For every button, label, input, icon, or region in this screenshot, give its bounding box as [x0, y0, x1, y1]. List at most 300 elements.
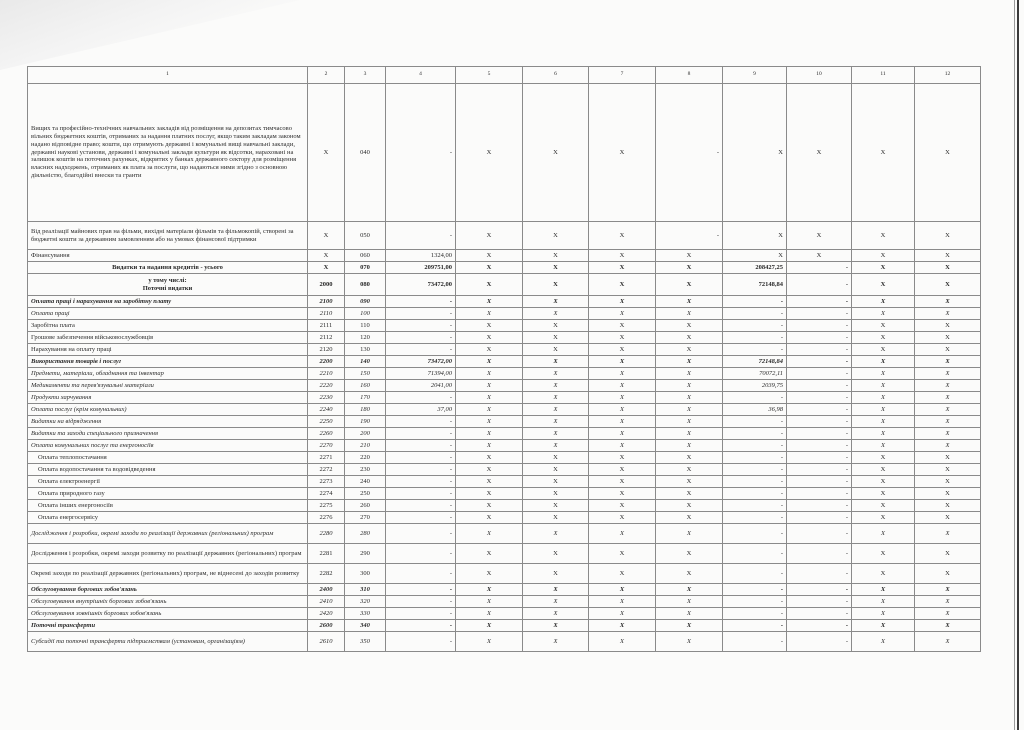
row-code-cell: 280 — [345, 524, 386, 544]
value-cell: Х — [589, 84, 656, 222]
row-code-cell: 140 — [345, 356, 386, 368]
kekv-code-cell: 2000 — [308, 274, 345, 296]
table-row — [28, 608, 981, 620]
row-name: Видатки на відрядження — [28, 416, 308, 428]
value-cell: Х — [656, 356, 723, 368]
value-cell: Х — [915, 404, 981, 416]
row-name: Оплата інших енергоносіїв — [28, 500, 308, 512]
value-cell: - — [787, 620, 852, 632]
value-cell: - — [787, 440, 852, 452]
value-cell: Х — [589, 544, 656, 564]
kekv-code-cell: 2120 — [308, 344, 345, 356]
value-cell: Х — [787, 84, 852, 222]
value-cell: Х — [915, 332, 981, 344]
plan-amount-cell: - — [386, 584, 456, 596]
financial-report-table-sheet — [27, 66, 980, 652]
row-name: Оплата теплопостачання — [28, 452, 308, 464]
value-cell: Х — [852, 262, 915, 274]
executed-amount-cell: - — [723, 584, 787, 596]
kekv-code-cell: 2280 — [308, 524, 345, 544]
table-row — [28, 476, 981, 488]
value-cell: Х — [589, 564, 656, 584]
value-cell: Х — [915, 392, 981, 404]
value-cell: - — [787, 428, 852, 440]
value-cell: Х — [589, 392, 656, 404]
value-cell: Х — [852, 222, 915, 250]
value-cell: Х — [589, 500, 656, 512]
value-cell: Х — [456, 440, 523, 452]
value-cell: Х — [852, 620, 915, 632]
executed-amount-cell: - — [723, 596, 787, 608]
executed-amount-cell: 70072,11 — [723, 368, 787, 380]
value-cell: Х — [915, 440, 981, 452]
value-cell: Х — [589, 274, 656, 296]
executed-amount-cell: - — [723, 564, 787, 584]
value-cell: Х — [589, 620, 656, 632]
row-name: Фінансування — [28, 250, 308, 262]
value-cell: Х — [589, 222, 656, 250]
value-cell: Х — [456, 544, 523, 564]
column-number-1: 1 — [28, 67, 308, 84]
plan-amount-cell: 37,00 — [386, 404, 456, 416]
executed-amount-cell: Х — [723, 84, 787, 222]
value-cell: Х — [589, 452, 656, 464]
row-code-cell: 270 — [345, 512, 386, 524]
value-cell: Х — [852, 564, 915, 584]
value-cell: - — [656, 84, 723, 222]
value-cell: Х — [915, 428, 981, 440]
row-name: Продукти харчування — [28, 392, 308, 404]
kekv-code-cell: 2273 — [308, 476, 345, 488]
value-cell: Х — [656, 476, 723, 488]
value-cell: Х — [523, 584, 589, 596]
page-edge-line — [1017, 0, 1019, 730]
value-cell: - — [787, 296, 852, 308]
row-code-cell: 060 — [345, 250, 386, 262]
executed-amount-cell: - — [723, 512, 787, 524]
value-cell: - — [787, 608, 852, 620]
value-cell: Х — [589, 380, 656, 392]
plan-amount-cell: - — [386, 464, 456, 476]
value-cell: Х — [589, 296, 656, 308]
kekv-code-cell: 2610 — [308, 632, 345, 652]
value-cell: Х — [656, 262, 723, 274]
column-number-9: 9 — [723, 67, 787, 84]
value-cell: Х — [852, 320, 915, 332]
value-cell: Х — [523, 416, 589, 428]
executed-amount-cell: - — [723, 488, 787, 500]
column-number-2: 2 — [308, 67, 345, 84]
value-cell: Х — [523, 608, 589, 620]
executed-amount-cell: - — [723, 544, 787, 564]
kekv-code-cell: 2220 — [308, 380, 345, 392]
value-cell: Х — [589, 596, 656, 608]
value-cell: Х — [852, 368, 915, 380]
executed-amount-cell: - — [723, 296, 787, 308]
row-code-cell: 080 — [345, 274, 386, 296]
value-cell: - — [787, 452, 852, 464]
executed-amount-cell: - — [723, 632, 787, 652]
row-name: Предмети, матеріали, обладнання та інвентар — [28, 368, 308, 380]
row-code-cell: 090 — [345, 296, 386, 308]
value-cell: - — [787, 380, 852, 392]
value-cell: Х — [456, 320, 523, 332]
value-cell: Х — [456, 356, 523, 368]
value-cell: Х — [852, 452, 915, 464]
column-number-3: 3 — [345, 67, 386, 84]
table-row — [28, 440, 981, 452]
plan-amount-cell: - — [386, 608, 456, 620]
plan-amount-cell: - — [386, 320, 456, 332]
plan-amount-cell: - — [386, 332, 456, 344]
value-cell: Х — [852, 274, 915, 296]
row-code-cell: 220 — [345, 452, 386, 464]
value-cell: Х — [852, 596, 915, 608]
value-cell: Х — [915, 476, 981, 488]
column-number-6: 6 — [523, 67, 589, 84]
row-name: Видатки та надання кредитів - усього — [28, 262, 308, 274]
value-cell: Х — [523, 84, 589, 222]
value-cell: Х — [523, 544, 589, 564]
executed-amount-cell: - — [723, 332, 787, 344]
row-name: Оплата енергосервісу — [28, 512, 308, 524]
value-cell: Х — [523, 344, 589, 356]
value-cell: Х — [656, 296, 723, 308]
value-cell: Х — [787, 250, 852, 262]
executed-amount-cell: - — [723, 440, 787, 452]
faded-footer — [30, 668, 980, 680]
value-cell: Х — [523, 564, 589, 584]
plan-amount-cell: - — [386, 620, 456, 632]
row-name: у тому числі: Поточні видатки — [28, 274, 308, 296]
value-cell: Х — [456, 452, 523, 464]
value-cell: Х — [456, 380, 523, 392]
kekv-code-cell: 2112 — [308, 332, 345, 344]
row-code-cell: 050 — [345, 222, 386, 250]
value-cell: Х — [456, 500, 523, 512]
plan-amount-cell: 73472,00 — [386, 356, 456, 368]
plan-amount-cell: 209751,00 — [386, 262, 456, 274]
row-name: Оплата електроенергії — [28, 476, 308, 488]
value-cell: - — [787, 416, 852, 428]
value-cell: Х — [656, 524, 723, 544]
value-cell: Х — [915, 274, 981, 296]
executed-amount-cell: - — [723, 416, 787, 428]
value-cell: Х — [589, 332, 656, 344]
value-cell: Х — [456, 296, 523, 308]
plan-amount-cell: - — [386, 596, 456, 608]
table-row — [28, 500, 981, 512]
value-cell: Х — [589, 632, 656, 652]
value-cell: Х — [589, 320, 656, 332]
executed-amount-cell: 2039,75 — [723, 380, 787, 392]
table-row — [28, 544, 981, 564]
kekv-code-cell: 2275 — [308, 500, 345, 512]
value-cell: Х — [852, 332, 915, 344]
value-cell: Х — [523, 368, 589, 380]
value-cell: Х — [656, 608, 723, 620]
value-cell: Х — [456, 564, 523, 584]
row-name: Оплата комунальних послуг та енергоносіїв — [28, 440, 308, 452]
value-cell: Х — [915, 344, 981, 356]
value-cell: Х — [915, 416, 981, 428]
table-row — [28, 512, 981, 524]
value-cell: Х — [656, 488, 723, 500]
value-cell: Х — [456, 332, 523, 344]
value-cell: Х — [656, 428, 723, 440]
value-cell: Х — [852, 428, 915, 440]
value-cell: Х — [915, 488, 981, 500]
value-cell: Х — [456, 512, 523, 524]
row-name: Використання товарів і послуг — [28, 356, 308, 368]
kekv-code-cell: 2260 — [308, 428, 345, 440]
kekv-code-cell: 2250 — [308, 416, 345, 428]
row-code-cell: 310 — [345, 584, 386, 596]
value-cell: Х — [523, 356, 589, 368]
value-cell: Х — [656, 632, 723, 652]
value-cell: Х — [915, 584, 981, 596]
value-cell: Х — [456, 222, 523, 250]
plan-amount-cell: - — [386, 392, 456, 404]
value-cell: Х — [523, 380, 589, 392]
kekv-code-cell: 2400 — [308, 584, 345, 596]
value-cell: Х — [915, 262, 981, 274]
value-cell: Х — [456, 250, 523, 262]
table-row — [28, 274, 981, 296]
value-cell: Х — [523, 320, 589, 332]
value-cell: Х — [915, 250, 981, 262]
row-name: Грошове забезпечення військовослужбовців — [28, 332, 308, 344]
executed-amount-cell: - — [723, 308, 787, 320]
kekv-code-cell: Х — [308, 262, 345, 274]
executed-amount-cell: 208427,25 — [723, 262, 787, 274]
table-row — [28, 596, 981, 608]
value-cell: Х — [456, 344, 523, 356]
kekv-code-cell: 2111 — [308, 320, 345, 332]
value-cell: Х — [915, 512, 981, 524]
value-cell: Х — [915, 596, 981, 608]
kekv-code-cell: 2210 — [308, 368, 345, 380]
row-code-cell: 190 — [345, 416, 386, 428]
row-code-cell: 160 — [345, 380, 386, 392]
kekv-code-cell: 2281 — [308, 544, 345, 564]
row-name: Оплата природного газу — [28, 488, 308, 500]
kekv-code-cell: 2230 — [308, 392, 345, 404]
value-cell: Х — [852, 476, 915, 488]
value-cell: Х — [656, 308, 723, 320]
value-cell: Х — [589, 368, 656, 380]
value-cell: Х — [915, 608, 981, 620]
plan-amount-cell: - — [386, 524, 456, 544]
table-row — [28, 464, 981, 476]
value-cell: Х — [656, 512, 723, 524]
column-number-4: 4 — [386, 67, 456, 84]
value-cell: Х — [852, 584, 915, 596]
row-code-cell: 070 — [345, 262, 386, 274]
value-cell: - — [787, 488, 852, 500]
value-cell: Х — [915, 356, 981, 368]
table-row — [28, 356, 981, 368]
table-row — [28, 296, 981, 308]
value-cell: Х — [656, 404, 723, 416]
value-cell: Х — [523, 476, 589, 488]
kekv-code-cell: 2110 — [308, 308, 345, 320]
plan-amount-cell: - — [386, 428, 456, 440]
plan-amount-cell: - — [386, 512, 456, 524]
row-code-cell: 150 — [345, 368, 386, 380]
value-cell: Х — [656, 564, 723, 584]
value-cell: Х — [852, 84, 915, 222]
plan-amount-cell: - — [386, 84, 456, 222]
kekv-code-cell: Х — [308, 84, 345, 222]
plan-amount-cell: - — [386, 564, 456, 584]
row-code-cell: 230 — [345, 464, 386, 476]
value-cell: Х — [852, 512, 915, 524]
value-cell: Х — [915, 296, 981, 308]
value-cell: Х — [656, 452, 723, 464]
executed-amount-cell: 72148,84 — [723, 356, 787, 368]
table-row — [28, 262, 981, 274]
kekv-code-cell: 2410 — [308, 596, 345, 608]
value-cell: Х — [456, 524, 523, 544]
plan-amount-cell: 71394,00 — [386, 368, 456, 380]
value-cell: Х — [852, 524, 915, 544]
value-cell: Х — [915, 464, 981, 476]
value-cell: Х — [589, 512, 656, 524]
value-cell: Х — [656, 274, 723, 296]
table-row — [28, 564, 981, 584]
value-cell: Х — [456, 608, 523, 620]
value-cell: - — [787, 262, 852, 274]
executed-amount-cell: - — [723, 344, 787, 356]
plan-amount-cell: - — [386, 296, 456, 308]
value-cell: Х — [852, 440, 915, 452]
value-cell: Х — [456, 620, 523, 632]
value-cell: Х — [589, 262, 656, 274]
row-code-cell: 240 — [345, 476, 386, 488]
kekv-code-cell: 2270 — [308, 440, 345, 452]
kekv-code-cell: 2274 — [308, 488, 345, 500]
kekv-code-cell: 2240 — [308, 404, 345, 416]
table-row — [28, 84, 981, 222]
kekv-code-cell: Х — [308, 222, 345, 250]
row-name: Оплата праці — [28, 308, 308, 320]
plan-amount-cell: - — [386, 308, 456, 320]
row-code-cell: 290 — [345, 544, 386, 564]
executed-amount-cell: - — [723, 524, 787, 544]
value-cell: Х — [523, 250, 589, 262]
row-code-cell: 180 — [345, 404, 386, 416]
value-cell: Х — [852, 392, 915, 404]
value-cell: - — [787, 512, 852, 524]
value-cell: Х — [523, 464, 589, 476]
row-code-cell: 250 — [345, 488, 386, 500]
plan-amount-cell: - — [386, 344, 456, 356]
value-cell: Х — [456, 428, 523, 440]
executed-amount-cell: - — [723, 320, 787, 332]
table-row — [28, 488, 981, 500]
value-cell: Х — [456, 632, 523, 652]
value-cell: Х — [523, 428, 589, 440]
value-cell: Х — [915, 620, 981, 632]
column-number-11: 11 — [852, 67, 915, 84]
plan-amount-cell: 2041,00 — [386, 380, 456, 392]
value-cell: Х — [456, 368, 523, 380]
value-cell: Х — [456, 488, 523, 500]
value-cell: Х — [852, 632, 915, 652]
value-cell: - — [787, 564, 852, 584]
row-name: Видатки та заходи спеціального призначення — [28, 428, 308, 440]
executed-amount-cell: - — [723, 476, 787, 488]
executed-amount-cell: - — [723, 620, 787, 632]
row-code-cell: 320 — [345, 596, 386, 608]
plan-amount-cell: 73472,00 — [386, 274, 456, 296]
table-row — [28, 620, 981, 632]
page-edge-line-faint — [1014, 0, 1015, 730]
table-row — [28, 632, 981, 652]
value-cell: Х — [656, 368, 723, 380]
value-cell: - — [787, 332, 852, 344]
row-name: Субсидії та поточні трансферти підприємствам (установам, організаціям) — [28, 632, 308, 652]
value-cell: Х — [656, 596, 723, 608]
value-cell: Х — [852, 464, 915, 476]
value-cell: Х — [852, 356, 915, 368]
row-code-cell: 110 — [345, 320, 386, 332]
row-name: Заробітна плата — [28, 320, 308, 332]
value-cell: Х — [915, 524, 981, 544]
value-cell: Х — [589, 524, 656, 544]
value-cell: Х — [656, 320, 723, 332]
table-row — [28, 428, 981, 440]
value-cell: Х — [852, 544, 915, 564]
kekv-code-cell: Х — [308, 250, 345, 262]
column-number-12: 12 — [915, 67, 981, 84]
row-name: Обслуговування боргових зобов'язань — [28, 584, 308, 596]
value-cell: Х — [656, 584, 723, 596]
row-code-cell: 340 — [345, 620, 386, 632]
table-row — [28, 452, 981, 464]
value-cell: Х — [852, 380, 915, 392]
value-cell: - — [787, 368, 852, 380]
value-cell: Х — [915, 564, 981, 584]
plan-amount-cell: - — [386, 544, 456, 564]
plan-amount-cell: - — [386, 632, 456, 652]
value-cell: Х — [656, 332, 723, 344]
value-cell: Х — [656, 500, 723, 512]
kekv-code-cell: 2200 — [308, 356, 345, 368]
value-cell: Х — [656, 464, 723, 476]
value-cell: Х — [656, 392, 723, 404]
value-cell: - — [787, 584, 852, 596]
row-code-cell: 330 — [345, 608, 386, 620]
plan-amount-cell: - — [386, 488, 456, 500]
table-row — [28, 332, 981, 344]
column-number-7: 7 — [589, 67, 656, 84]
kekv-code-cell: 2282 — [308, 564, 345, 584]
value-cell: Х — [589, 584, 656, 596]
value-cell: Х — [589, 308, 656, 320]
value-cell: Х — [523, 308, 589, 320]
row-code-cell: 200 — [345, 428, 386, 440]
value-cell: Х — [456, 416, 523, 428]
row-name: Оплата послуг (крім комунальних) — [28, 404, 308, 416]
row-code-cell: 130 — [345, 344, 386, 356]
value-cell: Х — [456, 404, 523, 416]
plan-amount-cell: - — [386, 452, 456, 464]
row-name: Від реалізації майнових прав на фільми, вихідні матеріали фільмів та фільмокопій, створені за бюджетні кошти за державним замовленням або на умовах фінансової підтримки — [28, 222, 308, 250]
table-row — [28, 392, 981, 404]
row-name: Оплата водопостачання та водовідведення — [28, 464, 308, 476]
